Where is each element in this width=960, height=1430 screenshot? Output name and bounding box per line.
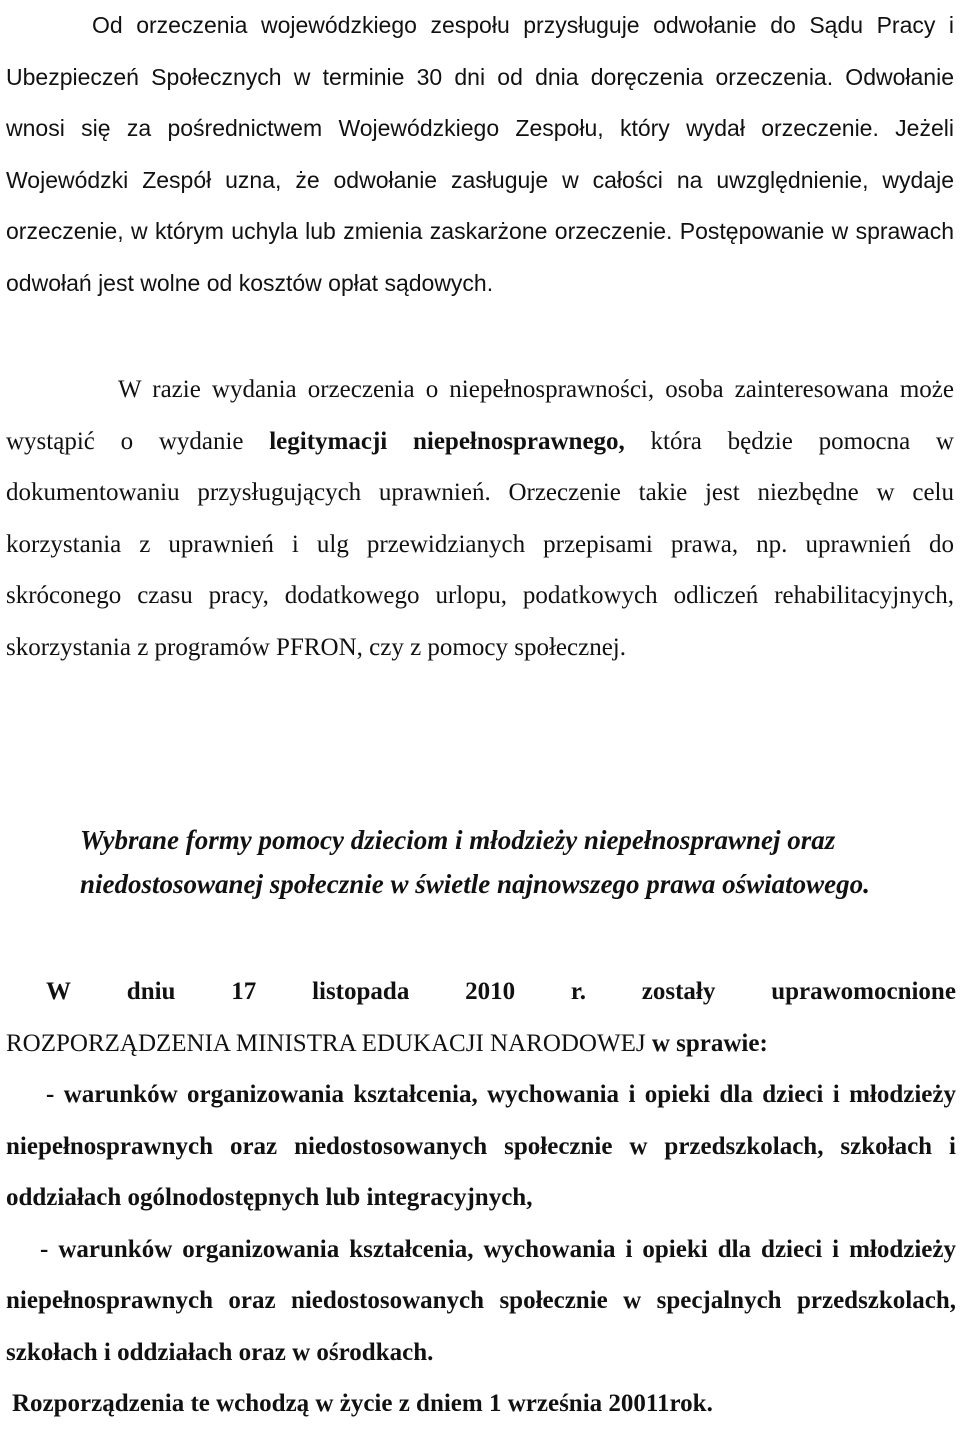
regulation-item-1: - warunków organizowania kształcenia, wychowania i opieki dla dzieci i młodzieży niepełnosprawnych oraz niedostosowanych społecznie w przedszkolach, szkołach i oddziałach ogólnodostępnych lub integracyjnych, xyxy=(6,1081,956,1211)
intro-word: 17 xyxy=(231,978,257,1005)
regulation-section xyxy=(6,966,956,1430)
intro-word: listopada xyxy=(312,978,410,1005)
regulation-intro-line xyxy=(6,966,956,1018)
intro-word: uprawomocnione xyxy=(771,978,956,1005)
intro-word: 2010 xyxy=(465,978,516,1005)
section-heading xyxy=(80,818,960,906)
section-heading-line-2: niedostosowanej społecznie w świetle najnowszego prawa oświatowego. xyxy=(80,869,870,899)
paragraph-disability-card-start: W razie wydania orzeczenia o niepełnosprawności, osoba zainteresowana może wystąpić o wydanie xyxy=(6,376,954,455)
regulation-title-line xyxy=(6,1018,956,1070)
regulation-effective-date: Rozporządzenia te wchodzą w życie z dniem 1 września 20011rok. xyxy=(12,1390,713,1417)
intro-word: r. xyxy=(570,978,586,1005)
intro-word: W xyxy=(46,978,71,1005)
intro-word: dniu xyxy=(126,978,176,1005)
intro-word: zostały xyxy=(641,978,716,1005)
regulation-title-suffix: w sprawie: xyxy=(651,1029,768,1057)
regulation-title: ROZPORZĄDZENIA MINISTRA EDUKACJI NARODOWEJ xyxy=(6,1029,652,1057)
disability-card-term: legitymacji niepełnosprawnego, xyxy=(269,427,625,455)
regulation-item-2: - warunków organizowania kształcenia, wychowania i opieki dla dzieci i młodzieży niepełnosprawnych oraz niedostosowanych społecznie w specjalnych przedszkolach, szkołach i oddziałach oraz w ośrodkach. xyxy=(6,1235,956,1366)
section-heading-line-1: Wybrane formy pomocy dzieciom i młodzieży niepełnosprawnej oraz xyxy=(80,825,836,855)
paragraph-disability-card xyxy=(6,364,954,673)
paragraph-appeal: Od orzeczenia wojewódzkiego zespołu przysługuje odwołanie do Sądu Pracy i Ubezpieczeń Społecznych w terminie 30 dni od dnia doręczenia orzeczenia. Odwołanie wnosi się za pośrednictwem Wojewódzkiego Zespołu, który wydał orzeczenie. Jeżeli Wojewódzki Zespół uzna, że odwołanie zasługuje w całości na uwzględnienie, wydaje orzeczenie, w którym uchyla lub zmienia zaskarżone orzeczenie. Postępowanie w sprawach odwołań jest wolne od kosztów opłat sądowych. xyxy=(6,12,954,296)
paragraph-disability-card-end: która będzie pomocna w dokumentowaniu przysługujących uprawnień. Orzeczenie takie jest niezbędne w celu korzystania z uprawnień i ulg przewidzianych przepisami prawa, np. uprawnień do skróconego czasu pracy, dodatkowego urlopu, podatkowych odliczeń rehabilitacyjnych, skorzystania z programów PFRON, czy z pomocy społecznej. xyxy=(6,427,954,661)
